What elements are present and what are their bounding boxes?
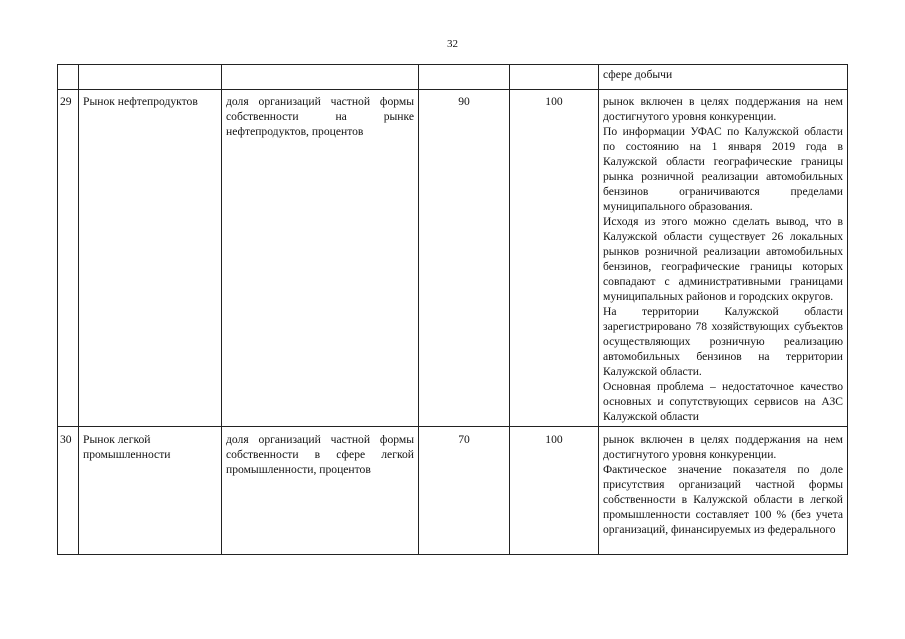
indicator-value-2018: 90 xyxy=(419,90,510,427)
indicator-text: доля организаций частной формы собственности в сфере легкой промышленности, процентов xyxy=(222,427,419,555)
description-paragraph: На территории Калужской области зарегистрировано 78 хозяйствующих субъектов осуществляющих розничную реализацию автомобильных бензинов на территории Калужской области. xyxy=(603,305,843,378)
row-number: 29 xyxy=(58,90,79,427)
description-paragraph: Исходя из этого можно сделать вывод, что в Калужской области существует 26 локальных рынков розничной реализации автомобильных бензинов, географические границы которых совпадают с административными границами муниципальных районов и городских округов. xyxy=(603,215,843,303)
cell-market xyxy=(79,65,222,90)
cell-value1 xyxy=(419,65,510,90)
indicator-text: доля организаций частной формы собственности на рынке нефтепродуктов, процентов xyxy=(222,90,419,427)
description-paragraph: рынок включен в целях поддержания на нем достигнутого уровня конкуренции. xyxy=(603,433,843,461)
market-name: Рынок легкой промышленности xyxy=(79,427,222,555)
competition-table xyxy=(57,64,848,555)
description-paragraph: рынок включен в целях поддержания на нем достигнутого уровня конкуренции. xyxy=(603,95,843,123)
table-row-continuation xyxy=(58,65,848,90)
indicator-value-target: 100 xyxy=(510,90,599,427)
indicator-value-target: 100 xyxy=(510,427,599,555)
market-description xyxy=(599,427,848,555)
description-paragraph: Основная проблема – недостаточное качество основных и сопутствующих сервисов на АЗС Калужской области xyxy=(603,380,843,423)
market-description xyxy=(599,90,848,427)
table-row xyxy=(58,427,848,555)
row-number: 30 xyxy=(58,427,79,555)
indicator-value-2018: 70 xyxy=(419,427,510,555)
description-paragraph: Фактическое значение показателя по доле присутствия организаций частной формы собственности в Калужской области в легкой промышленности составляет 100 % (без учета организаций, финансируемых из федерального xyxy=(603,463,843,536)
cell-indicator xyxy=(222,65,419,90)
cell-description: сфере добычи xyxy=(599,65,848,90)
market-name: Рынок нефтепродуктов xyxy=(79,90,222,427)
page-number: 32 xyxy=(447,38,458,50)
description-paragraph: По информации УФАС по Калужской области по состоянию на 1 января 2019 года в Калужской области географические границы рынка розничной реализации автомобильных бензинов ограничиваются пределами муниципального образования. xyxy=(603,125,843,213)
cell-value2 xyxy=(510,65,599,90)
table-row xyxy=(58,90,848,427)
cell-num xyxy=(58,65,79,90)
